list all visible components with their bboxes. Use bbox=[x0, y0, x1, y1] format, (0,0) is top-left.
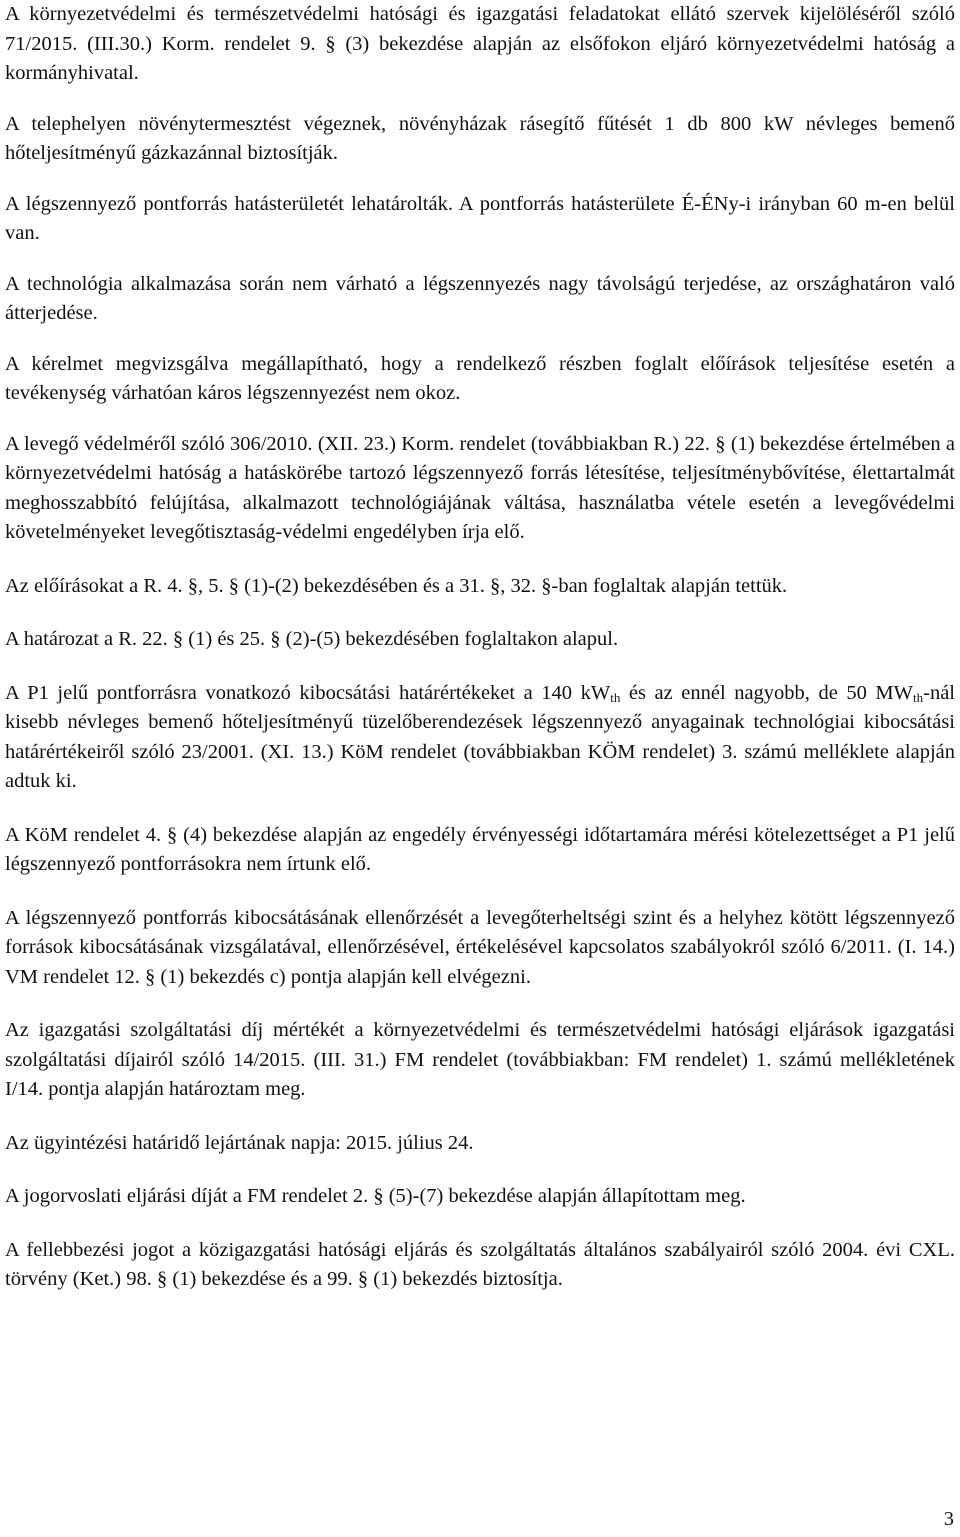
paragraph-authority: A környezetvédelmi és természetvédelmi hatósági és igazgatási feladatokat ellátó szervek kijelöléséről szóló 71/2015. (III.30.) Korm. rendelet 9. § (3) bekezdése alapján az elsőfokon eljáró környezetvédelmi hatóság a kormányhivatal. bbox=[5, 3, 955, 84]
paragraph-appeal-fee: A jogorvoslati eljárási díját a FM rendelet 2. § (5)-(7) bekezdése alapján állapítottam meg. bbox=[5, 1185, 746, 1207]
paragraph-impact-area: A légszennyező pontforrás hatásterületét lehatárolták. A pontforrás hatásterülete É-ÉNy-i irányban 60 m-en belül van. bbox=[5, 192, 955, 244]
paragraph-legal-basis: A levegő védelméről szóló 306/2010. (XII. 23.) Korm. rendelet (továbbiakban R.) 22. § (1) bekezdése értelmében a környezetvédelmi hatóság a hatáskörébe tartozó légszennyező forrás létesítése, teljesítménybővítése, élettartalmát meghosszabbító felújítása, alkalmazott technológiájának váltása, használatba vétele esetén a levegővédelmi követelményeket levegőtisztaság-védelmi engedélyben írja elő. bbox=[5, 432, 955, 543]
subscript-th: th bbox=[913, 689, 924, 705]
paragraph-resolution-basis: A határozat a R. 22. § (1) és 25. § (2)-(5) bekezdésében foglaltakon alapul. bbox=[5, 628, 619, 650]
paragraph-site-description: A telephelyen növénytermesztést végeznek, növényházak rásegítő fűtését 1 db 800 kW névleges bemenő hőteljesítményű gázkazánnal biztosítják. bbox=[5, 112, 955, 164]
paragraph-prescriptions: Az előírásokat a R. 4. §, 5. § (1)-(2) bekezdésében és a 31. §, 32. §-ban foglaltak alapján tettük. bbox=[5, 574, 788, 597]
page-number: 3 bbox=[943, 1508, 954, 1530]
paragraph-emission-control: A légszennyező pontforrás kibocsátásának ellenőrzését a levegőterheltségi szint és a helyhez kötött légszennyező források kibocsátásának vizsgálatával, ellenőrzésével, értékelésével kapcsolatos szabályokról szóló 6/2011. (I. 14.) VM rendelet 12. § (1) bekezdés c) pontja alapján kell elvégezni. bbox=[5, 906, 955, 988]
paragraph-assessment: A kérelmet megvizsgálva megállapítható, hogy a rendelkező részben foglalt előírások teljesítése esetén a tevékenység várhatóan káros légszennyezést nem okoz. bbox=[5, 352, 955, 404]
subscript-th: th bbox=[610, 689, 621, 705]
paragraph-service-fee: Az igazgatási szolgáltatási díj mértékét a környezetvédelmi és természetvédelmi hatósági eljárások igazgatási szolgáltatási díjairól szóló 14/2015. (III. 31.) FM rendelet (továbbiakban: FM rendelet) 1. számú mellékletének I/14. pontja alapján határoztam meg. bbox=[5, 1019, 955, 1100]
paragraph-transboundary: A technológia alkalmazása során nem várható a légszennyezés nagy távolságú terjedése, az országhatáron való átterjedése. bbox=[5, 272, 955, 324]
paragraph-emission-limits bbox=[5, 679, 955, 797]
paragraph-deadline: Az ügyintézési határidő lejártának napja: 2015. július 24. bbox=[5, 1131, 474, 1154]
paragraph-appeal-right: A fellebbezési jogot a közigazgatási hatósági eljárás és szolgáltatás általános szabályairól szóló 2004. évi CXL. törvény (Ket.) 98. § (1) bekezdése és a 99. § (1) bekezdés biztosítja. bbox=[5, 1238, 955, 1290]
paragraph-measurement-obligation: A KöM rendelet 4. § (4) bekezdése alapján az engedély érvényességi időtartamára mérési kötelezettséget a P1 jelű légszennyező pontforrásokra nem írtunk elő. bbox=[5, 823, 955, 875]
emission-text-part-1: A P1 jelű pontforrásra vonatkozó kibocsátási határértékeket a 140 kW bbox=[5, 681, 611, 704]
emission-text-part-3: -nál kisebb névleges bemenő hőteljesítményű tüzelőberendezések légszennyező anyagainak technológiai kibocsátási határértékeiről szóló 23/2001. (XI. 13.) KöM rendelet (továbbiakban KÖM rendelet) 3. számú melléklete alapján adtuk ki. bbox=[5, 681, 955, 792]
document-page bbox=[5, 0, 955, 1295]
emission-text-part-2: és az ennél nagyobb, de 50 MW bbox=[620, 681, 913, 704]
